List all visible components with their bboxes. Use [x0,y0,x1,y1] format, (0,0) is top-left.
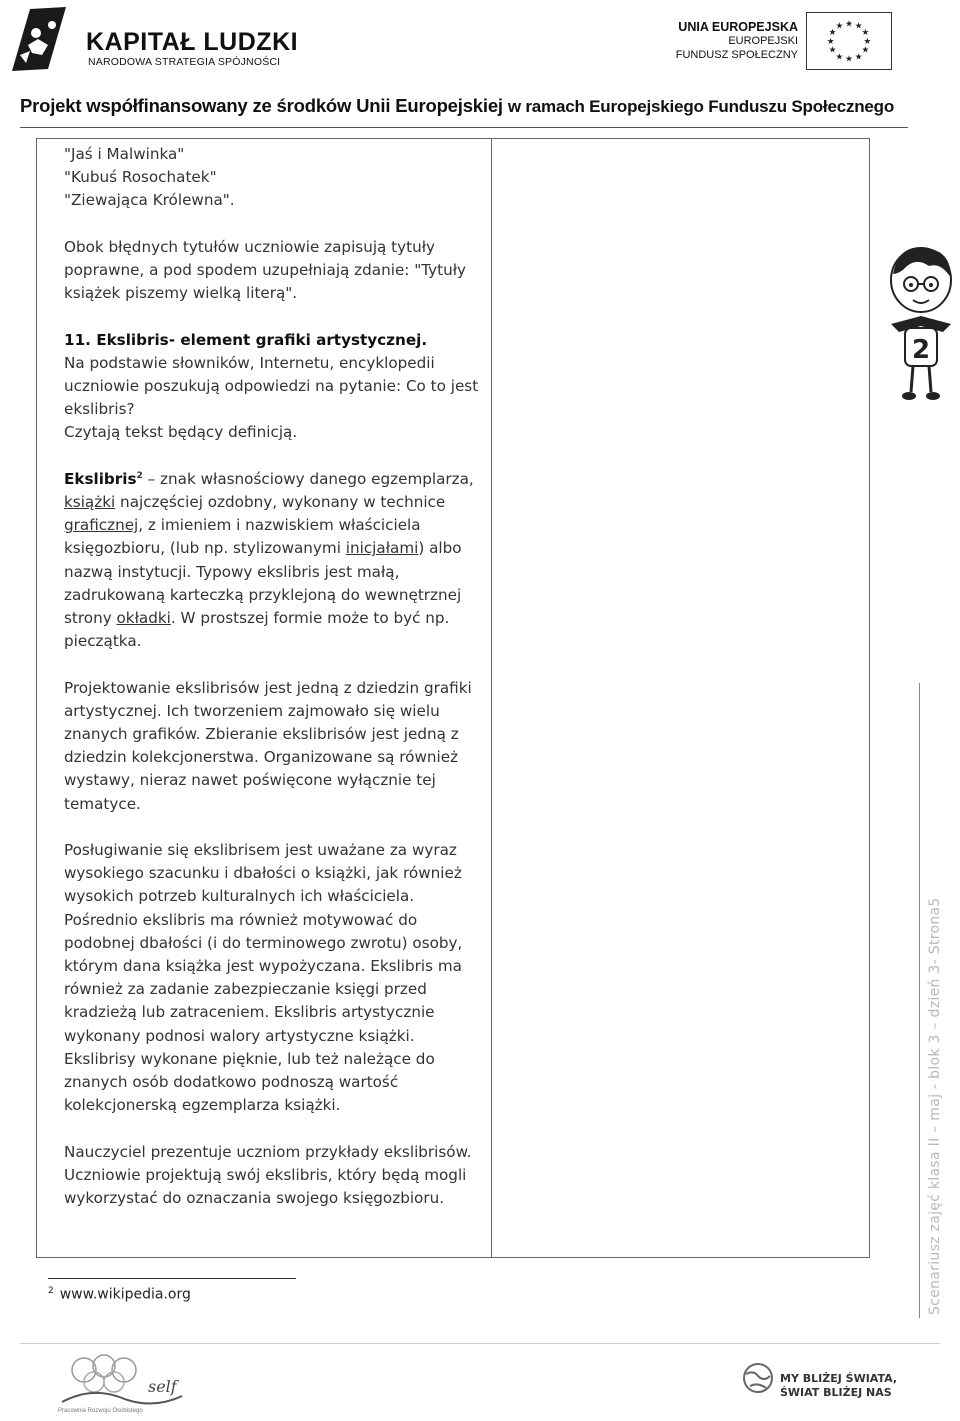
link-ksiazki[interactable]: książki [64,493,116,511]
self-caption: Pracownia Rozwoju Osobistego [58,1408,143,1414]
project-cofinancing-line [20,95,894,117]
book-title-2: "Kubuś Rosochatek" [64,168,217,187]
svg-text:★: ★ [863,36,872,47]
usage-paragraph: Posługiwanie się ekslibrisem jest uważane za wyraz wysokiego szacunku i dbałości o książki, jak również wysokich potrzeb kulturalnych ich właściciela. Pośrednio ekslibris ma również motywować do podobnej dbałości (i do terminowego zwrotu) osoby, którym dana książka jest wypożyczana. Ekslibris ma również za zadanie zabezpieczanie księgi przed kradzieżą lub zatraceniem. Ekslibris artystycznie wykonany podnosi walory artystyczne książki. Ekslibrisy wykonane pięknie, lub też należące do znanych osób dodatkowo podnoszą wartość kolekcjonerską egzemplarza książki. [64,841,463,1115]
page-header [0,0,960,130]
mascot-child-icon [885,240,957,405]
footer-divider [20,1343,940,1344]
campaign-slogan [780,1372,897,1400]
table-column-divider [491,139,492,1257]
lesson-table [36,138,870,1258]
svg-text:self: self [148,1377,177,1396]
footnote-ref[interactable]: 2 [136,470,143,481]
header-divider [20,127,908,128]
svg-text:★: ★ [861,45,870,56]
definition-term: Ekslibris [64,469,137,488]
svg-text:★: ★ [861,28,870,39]
slogan-line1: MY BLIŻEJ ŚWIATA, [780,1372,897,1385]
kapital-ludzki-title: KAPITAŁ LUDZKI [86,28,299,56]
definition-text-e: . W prostszej formie może to być np. pieczątka. [64,609,450,651]
footnote-divider [48,1278,296,1279]
svg-text:★: ★ [835,21,844,32]
teacher-paragraph: Nauczyciel prezentuje uczniom przykłady ekslibrisów. Uczniowie projektują swój ekslibris, który będą mogli wykorzystać do oznaczania swojego księgozbioru. [64,1142,472,1208]
lesson-content-cell [64,143,484,1233]
eu-fund-label [660,20,798,62]
eu-flag-icon [806,12,892,70]
kapital-ludzki-subtitle: NARODOWA STRATEGIA SPÓJNOŚCI [88,56,281,68]
svg-text:★: ★ [828,45,837,56]
svg-text:★: ★ [845,54,853,65]
definition-paragraph [64,468,484,654]
definition-text-b: najczęściej ozdobny, wykonany w technice [115,493,446,511]
project-line-part-b: w ramach Europejskiego Funduszu Społecznego [507,97,895,116]
link-inicjalami[interactable]: inicjałami [345,539,419,558]
project-line-part-a: Projekt współfinansowany ze środków Unii Europejskiej [20,95,503,116]
slogan-line2: ŚWIAT BLIŻEJ NAS [780,1386,892,1399]
svg-text:★: ★ [835,52,844,63]
research-paragraph: Na podstawie słowników, Internetu, encyklopedii uczniowie poszukują odpowiedzi na pytanie: Co to jest ekslibris? [64,353,479,419]
side-divider [919,683,920,1318]
definition-text-c: , z imieniem i nazwiskiem właściciela księgozbioru, (lub np. stylizowanymi [64,516,421,558]
link-graficznej[interactable]: graficznej [64,516,139,535]
kapital-ludzki-logo-icon [8,5,70,75]
svg-text:★: ★ [845,19,853,30]
eu-label-line1: UNIA EUROPEJSKA [678,20,798,34]
svg-text:★: ★ [854,52,863,63]
link-okladki[interactable]: okładki [116,609,171,628]
svg-text:★: ★ [826,36,835,47]
book-title-1: "Jaś i Malwinka" [64,145,185,163]
section-heading: 11. Ekslibris- element grafiki artystycznej. [64,330,428,349]
reading-instruction: Czytają tekst będący definicją. [64,423,298,442]
book-title-3: "Ziewająca Królewna". [64,191,235,210]
footnote-source: www.wikipedia.org [59,1286,191,1303]
footnote [48,1286,191,1303]
svg-text:★: ★ [854,21,863,32]
eu-label-line3: FUNDUSZ SPOŁECZNY [675,49,798,61]
side-page-label: Scenariusz zajęć klasa II – maj - blok 3 – dzień 3- Strona5 [927,897,943,1315]
definition-text-d: ) albo nazwą instytucji. Typowy ekslibris jest małą, zadrukowaną karteczką przyklejoną do wewnętrznej strony [64,539,462,628]
instruction-paragraph: Obok błędnych tytułów uczniowie zapisują tytuły poprawne, a pod spodem uzupełniają zdanie: "Tytuły książek piszemy wielką literą". [64,237,467,303]
design-paragraph: Projektowanie ekslibrisów jest jedną z dziedzin grafiki artystycznej. Ich tworzeniem zajmowało się wielu znanych grafików. Zbieranie ekslibrisów jest jedną z dziedzin kolekcjonerstwa. Organizowane są również wystawy, nieraz nawet poświęcone wyłącznie tej tematyce. [64,678,472,813]
eu-label-line2: EUROPEJSKI [728,35,798,47]
footnote-number: 2 [48,1286,54,1296]
definition-text-a: – znak własnościowy danego egzemplarza, [142,469,474,488]
globe-icon [740,1360,776,1396]
mascot-number: 2 [911,335,931,365]
svg-text:★: ★ [828,28,837,39]
